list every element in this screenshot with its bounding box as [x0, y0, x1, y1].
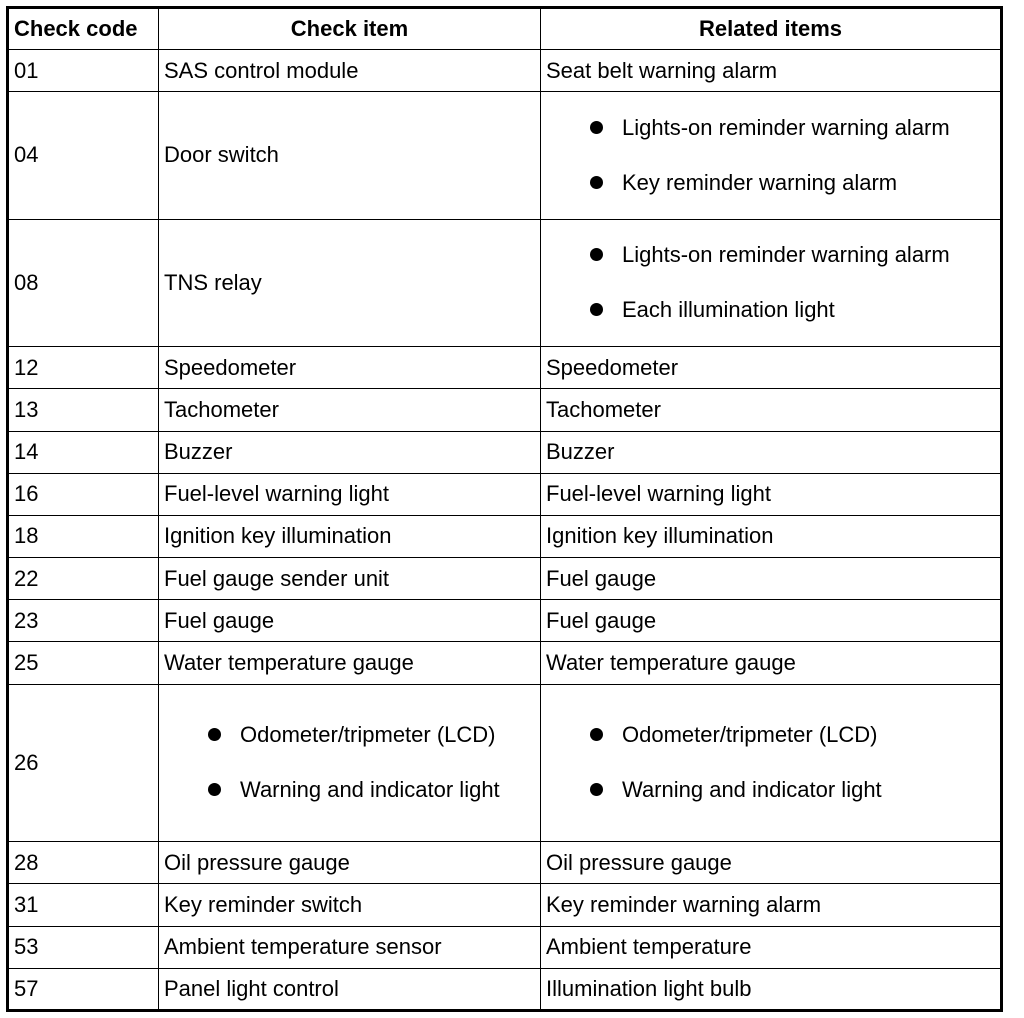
related-items-cell: Tachometer — [541, 389, 1002, 431]
check-item-cell: Key reminder switch — [159, 884, 541, 926]
table-row — [8, 431, 1002, 473]
check-item-cell: Tachometer — [159, 389, 541, 431]
check-code-cell: 22 — [8, 558, 159, 600]
check-code-cell: 01 — [8, 50, 159, 92]
related-items-cell — [541, 219, 1002, 347]
related-items-cell: Ambient temperature — [541, 926, 1002, 968]
table-row — [8, 347, 1002, 389]
table-row — [8, 926, 1002, 968]
check-item-cell: Fuel-level warning light — [159, 473, 541, 515]
header-row — [8, 8, 1002, 50]
related-items-cell: Seat belt warning alarm — [541, 50, 1002, 92]
related-items-cell: Fuel gauge — [541, 600, 1002, 642]
check-item-cell: Door switch — [159, 92, 541, 220]
header-check-item: Check item — [159, 8, 541, 50]
related-items-cell — [541, 92, 1002, 220]
check-code-cell: 08 — [8, 219, 159, 347]
header-check-code: Check code — [8, 8, 159, 50]
check-code-cell: 14 — [8, 431, 159, 473]
table-row — [8, 558, 1002, 600]
check-code-cell: 18 — [8, 515, 159, 557]
table-row — [8, 642, 1002, 684]
related-items-cell: Fuel gauge — [541, 558, 1002, 600]
related-items-cell: Key reminder warning alarm — [541, 884, 1002, 926]
table-row — [8, 884, 1002, 926]
bullet-icon — [590, 303, 603, 316]
check-item-cell: Ignition key illumination — [159, 515, 541, 557]
list-item: Odometer/tripmeter (LCD) — [164, 720, 535, 750]
related-items-cell: Ignition key illumination — [541, 515, 1002, 557]
check-code-cell: 16 — [8, 473, 159, 515]
check-item-cell: Ambient temperature sensor — [159, 926, 541, 968]
table-row — [8, 515, 1002, 557]
check-item-cell: SAS control module — [159, 50, 541, 92]
check-item-cell: Fuel gauge — [159, 600, 541, 642]
related-items-list — [546, 240, 995, 325]
check-code-cell: 23 — [8, 600, 159, 642]
bullet-icon — [208, 783, 221, 796]
check-item-cell: Panel light control — [159, 968, 541, 1010]
check-code-cell: 28 — [8, 842, 159, 884]
list-item: Key reminder warning alarm — [546, 168, 995, 198]
check-code-cell: 25 — [8, 642, 159, 684]
check-code-cell: 31 — [8, 884, 159, 926]
table-row — [8, 219, 1002, 347]
check-item-cell: Speedometer — [159, 347, 541, 389]
bullet-icon — [590, 176, 603, 189]
bullet-icon — [590, 121, 603, 134]
list-item: Lights-on reminder warning alarm — [546, 113, 995, 143]
table-row — [8, 50, 1002, 92]
check-item-cell: Water temperature gauge — [159, 642, 541, 684]
related-items-cell: Fuel-level warning light — [541, 473, 1002, 515]
check-item-cell: Fuel gauge sender unit — [159, 558, 541, 600]
table-row — [8, 684, 1002, 842]
check-item-cell: Buzzer — [159, 431, 541, 473]
related-items-cell: Speedometer — [541, 347, 1002, 389]
bullet-icon — [590, 728, 603, 741]
check-code-cell: 26 — [8, 684, 159, 842]
table-row — [8, 389, 1002, 431]
list-item: Each illumination light — [546, 295, 995, 325]
related-items-list — [546, 113, 995, 198]
list-item: Warning and indicator light — [164, 775, 535, 805]
related-items-cell: Oil pressure gauge — [541, 842, 1002, 884]
check-items-list — [164, 720, 535, 805]
list-item: Odometer/tripmeter (LCD) — [546, 720, 995, 750]
list-item: Lights-on reminder warning alarm — [546, 240, 995, 270]
check-item-cell: Oil pressure gauge — [159, 842, 541, 884]
related-items-cell: Illumination light bulb — [541, 968, 1002, 1010]
check-code-cell: 13 — [8, 389, 159, 431]
check-code-cell: 53 — [8, 926, 159, 968]
check-code-cell: 12 — [8, 347, 159, 389]
list-item: Warning and indicator light — [546, 775, 995, 805]
bullet-icon — [208, 728, 221, 741]
bullet-icon — [590, 783, 603, 796]
check-item-cell — [159, 684, 541, 842]
related-items-list — [546, 720, 995, 805]
table-row — [8, 968, 1002, 1010]
header-related-items: Related items — [541, 8, 1002, 50]
check-code-cell: 57 — [8, 968, 159, 1010]
related-items-cell: Water temperature gauge — [541, 642, 1002, 684]
check-item-cell: TNS relay — [159, 219, 541, 347]
table-row — [8, 600, 1002, 642]
table-row — [8, 842, 1002, 884]
bullet-icon — [590, 248, 603, 261]
table-row — [8, 92, 1002, 220]
table-row — [8, 473, 1002, 515]
check-code-cell: 04 — [8, 92, 159, 220]
check-code-table — [6, 6, 1003, 1012]
related-items-cell: Buzzer — [541, 431, 1002, 473]
related-items-cell — [541, 684, 1002, 842]
